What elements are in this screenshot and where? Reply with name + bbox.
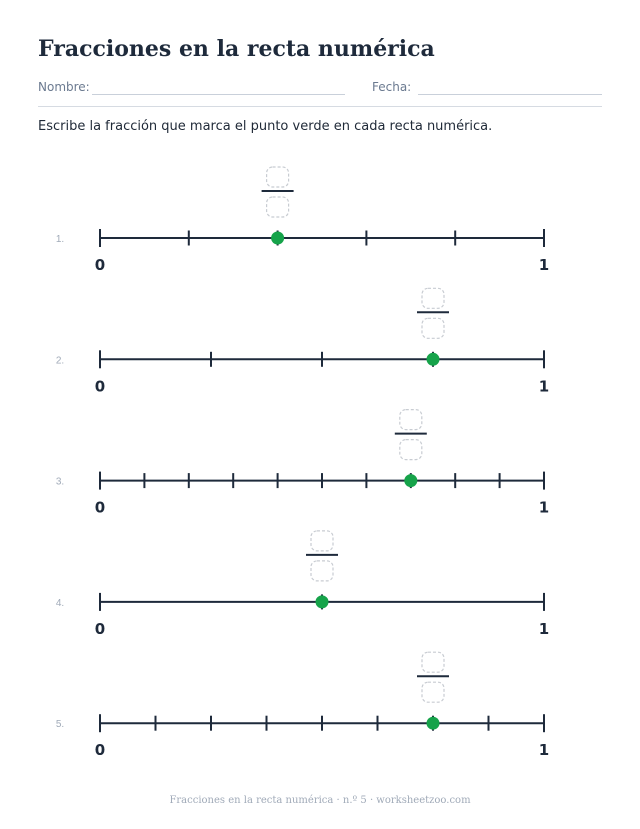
- start-label: 0: [94, 256, 106, 274]
- end-label: 1: [538, 256, 550, 274]
- denominator-box[interactable]: [311, 561, 333, 581]
- name-label: Nombre:: [38, 80, 90, 94]
- problem-number: 2.: [55, 355, 65, 367]
- end-label: 1: [538, 619, 550, 638]
- denominator-box[interactable]: [422, 682, 444, 702]
- green-point: [316, 595, 329, 608]
- denominator-box[interactable]: [267, 197, 289, 217]
- number-line-problem: [56, 531, 549, 638]
- instructions: Escribe la fracción que marca el punto verde en cada recta numérica.: [38, 119, 493, 134]
- numerator-box[interactable]: [267, 167, 289, 187]
- denominator-box[interactable]: [400, 440, 422, 460]
- number-line-problem: [56, 652, 549, 759]
- numerator-box[interactable]: [422, 652, 444, 672]
- number-line-problem: [56, 167, 549, 274]
- start-label: 0: [94, 498, 106, 517]
- problem-number: 5.: [55, 719, 65, 731]
- date-label: Fecha:: [372, 80, 412, 94]
- footer: Fracciones en la recta numérica · n.º 5 · worksheetzoo.com: [169, 795, 471, 806]
- number-line-problem: [56, 288, 549, 395]
- page-title: Fracciones en la recta numérica: [38, 36, 435, 62]
- green-point: [271, 232, 284, 245]
- problem-number: 1.: [55, 234, 65, 245]
- start-label: 0: [94, 741, 106, 760]
- start-label: 0: [94, 619, 106, 638]
- numerator-box[interactable]: [422, 288, 444, 308]
- end-label: 1: [538, 498, 550, 517]
- numerator-box[interactable]: [311, 531, 333, 551]
- number-line-problem: [56, 410, 549, 517]
- problem-number: 4.: [55, 597, 65, 609]
- denominator-box[interactable]: [422, 318, 444, 338]
- end-label: 1: [538, 377, 550, 396]
- green-point: [427, 353, 440, 366]
- start-label: 0: [94, 377, 106, 396]
- green-point: [404, 474, 417, 487]
- end-label: 1: [538, 741, 550, 760]
- problem-number: 3.: [55, 476, 65, 488]
- green-point: [427, 717, 440, 730]
- numerator-box[interactable]: [400, 410, 422, 430]
